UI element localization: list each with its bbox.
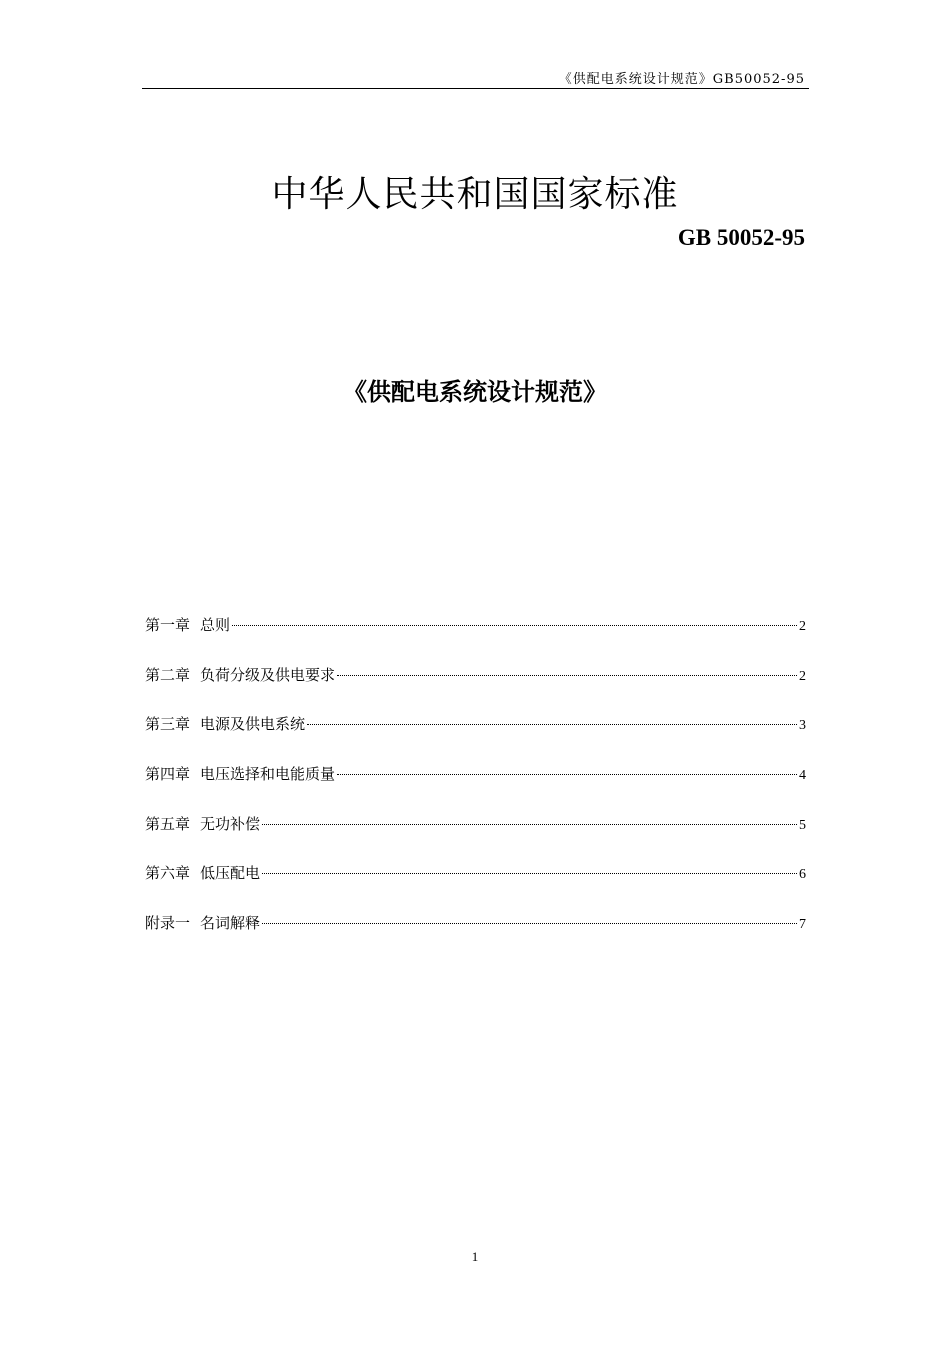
toc-leader	[307, 724, 797, 725]
page-number: 1	[471, 1249, 479, 1264]
toc-page: 2	[799, 668, 806, 684]
toc-chapter: 第六章	[145, 864, 191, 883]
toc-item[interactable]	[145, 912, 806, 936]
document-title: 《供配电系统设计规范》	[343, 378, 607, 406]
toc-item[interactable]	[145, 713, 806, 737]
toc-leader	[337, 675, 797, 676]
toc-title: 低压配电	[200, 864, 261, 883]
toc-chapter: 第一章	[145, 616, 191, 634]
toc-item[interactable]	[145, 763, 806, 787]
toc-leader	[337, 774, 797, 775]
toc-item[interactable]	[145, 862, 806, 886]
toc-leader	[262, 873, 797, 874]
toc-title: 电源及供电系统	[200, 715, 306, 734]
toc-title: 总则	[200, 616, 231, 634]
national-standard-title: 中华人民共和国国家标准	[271, 174, 679, 215]
toc-chapter: 第三章	[145, 715, 191, 734]
toc-page: 5	[799, 817, 806, 833]
toc-leader	[232, 625, 797, 626]
toc-chapter: 第五章	[145, 814, 191, 833]
running-header	[142, 66, 809, 89]
toc-title: 无功补偿	[200, 814, 261, 833]
toc-leader	[262, 923, 797, 924]
table-of-contents	[145, 614, 806, 962]
toc-item[interactable]	[145, 813, 806, 837]
toc-title: 负荷分级及供电要求	[200, 665, 336, 684]
toc-item[interactable]	[145, 614, 806, 638]
running-header-text: 《供配电系统设计规范》GB50052-95	[558, 72, 805, 87]
toc-item[interactable]	[145, 664, 806, 688]
toc-title: 名词解释	[200, 914, 261, 933]
toc-chapter: 第四章	[145, 765, 191, 784]
toc-page: 6	[799, 867, 806, 883]
standard-code: GB 50052-95	[677, 225, 805, 250]
toc-chapter: 附录一	[145, 914, 191, 933]
toc-page: 3	[799, 718, 806, 734]
toc-chapter: 第二章	[145, 665, 191, 684]
toc-page: 4	[799, 768, 806, 784]
toc-page: 7	[799, 917, 806, 933]
toc-leader	[262, 824, 797, 825]
toc-page: 2	[799, 619, 806, 634]
toc-title: 电压选择和电能质量	[200, 765, 336, 784]
